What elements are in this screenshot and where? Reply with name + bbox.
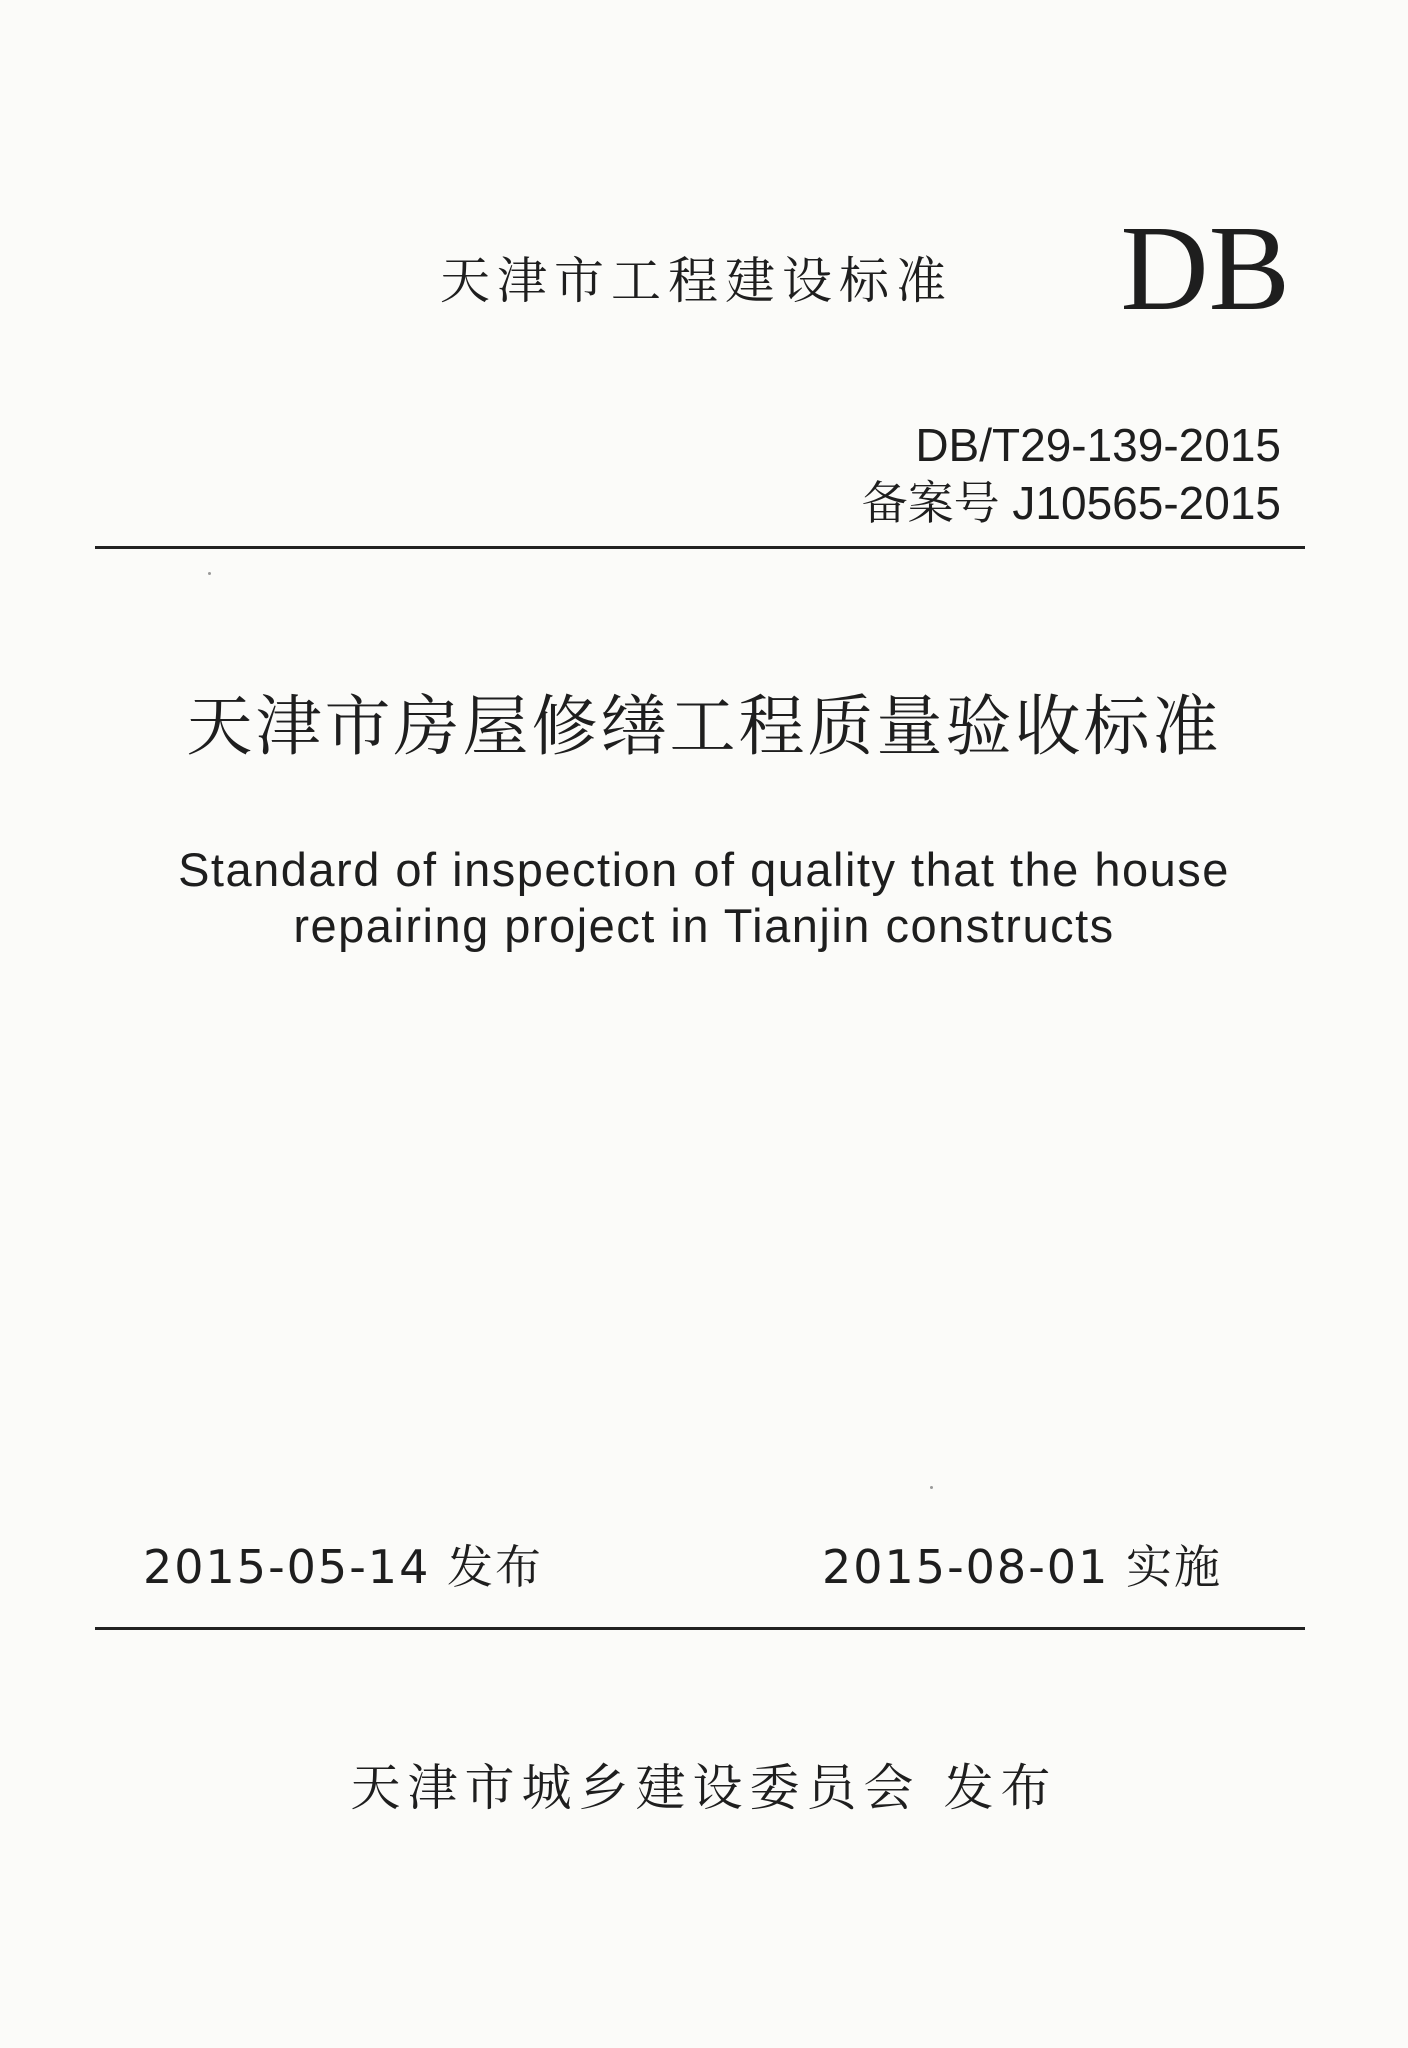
title-en-line-2: repairing project in Tianjin constructs xyxy=(293,899,1115,952)
scan-speck xyxy=(208,572,211,575)
issue-date: 2015-05-14 发布 xyxy=(143,1540,543,1594)
publisher: 天津市城乡建设委员会 发布 xyxy=(350,1759,1058,1817)
standard-number: DB/T29-139-2015 xyxy=(915,419,1281,471)
implementation-date: 2015-08-01 实施 xyxy=(822,1540,1222,1594)
db-mark: DB xyxy=(1120,201,1290,336)
title-en-line-1: Standard of inspection of quality that the house xyxy=(178,843,1230,896)
record-number: 备案号 J10565-2015 xyxy=(861,477,1281,529)
series-title: 天津市工程建设标准 xyxy=(440,252,953,310)
scan-speck xyxy=(930,1486,933,1489)
bottom-divider xyxy=(95,1627,1305,1630)
main-title-zh: 天津市房屋修缮工程质量验收标准 xyxy=(186,688,1222,765)
top-divider xyxy=(95,546,1305,549)
title-en xyxy=(0,842,1408,954)
